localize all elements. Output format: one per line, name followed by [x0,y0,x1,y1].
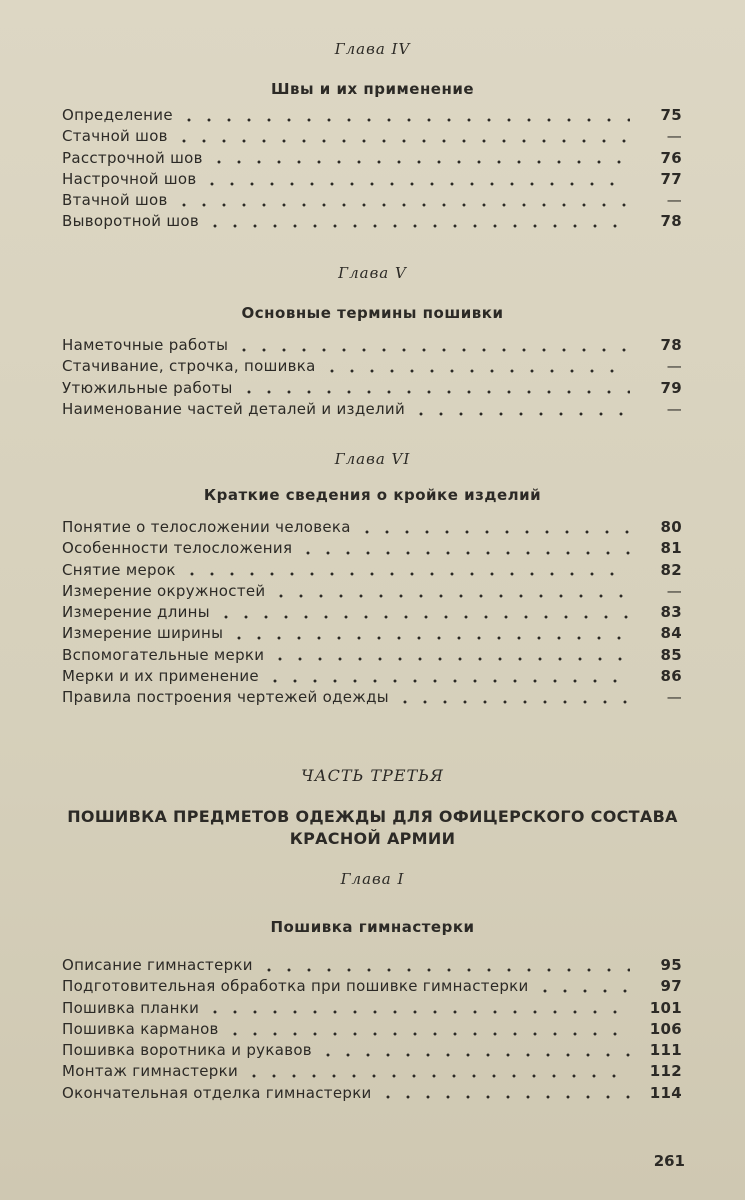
leader-dots [202,182,630,186]
toc-entry-text: Наименование частей деталей и изделий [62,399,406,418]
toc-entry-page: 83 [660,603,682,622]
leader-dots [182,572,630,576]
chapter-6-list [62,518,682,710]
chapter-5-title: Основные термины пошивки [241,304,504,322]
toc-entry-page: — [666,581,682,600]
toc-entry-page: 76 [660,148,682,167]
toc-entry-page: 78 [660,212,682,231]
toc-entry-text: Настрочной шов [62,169,197,188]
toc-entry-text: Снятие мерок [62,560,176,579]
leader-dots [271,594,630,598]
toc-entry [62,149,682,170]
toc-entry [62,977,682,998]
toc-entry [62,667,682,688]
toc-entry-text: Втачной шов [62,191,168,210]
toc-entry-text: Расстрочной шов [62,148,203,167]
leader-dots [298,551,630,555]
toc-entry-page: 112 [649,1062,682,1081]
leader-dots [378,1095,630,1099]
toc-entry [62,170,682,191]
toc-entry-text: Пошивка карманов [62,1019,219,1038]
toc-entry [62,646,682,667]
chapter-5-list [62,336,682,421]
toc-entry-page: 97 [660,977,682,996]
toc-entry [62,582,682,603]
toc-entry [62,999,682,1020]
toc-entry-text: Особенности телосложения [62,539,293,558]
toc-entry-text: Вспомогательные мерки [62,645,265,664]
toc-entry-page: — [666,127,682,146]
part-chapter-1-label: Глава I [340,870,405,888]
toc-entry-text: Измерение длины [62,603,210,622]
leader-dots [265,679,630,683]
leader-dots [322,369,630,373]
toc-entry-page: — [666,357,682,376]
toc-entry-text: Стачивание, строчка, пошивка [62,357,316,376]
toc-entry-page: 80 [660,518,682,536]
leader-dots [244,1074,630,1078]
leader-dots [205,224,630,228]
part-chapter-1-list [62,956,682,1105]
toc-entry [62,624,682,645]
toc-entry-text: Подготовительная обработка при пошивке гимнастерки [62,977,529,996]
toc-entry-text: Понятие о телосложении человека [62,518,351,536]
toc-entry [62,336,682,357]
toc-entry-page: 81 [660,539,682,558]
toc-entry-text: Измерение ширины [62,624,224,643]
toc-entry [62,1062,682,1083]
toc-entry [62,1020,682,1041]
toc-entry-page: 111 [649,1041,682,1060]
leader-dots [395,700,630,704]
chapter-4-label: Глава IV [334,40,411,58]
part-title-line-2: КРАСНОЙ АРМИИ [289,829,456,848]
toc-entry [62,212,682,233]
part-title [0,806,745,850]
toc-entry-page: 85 [660,645,682,664]
toc-entry-page: 78 [660,336,682,354]
page-number: 261 [653,1152,685,1170]
toc-entry-text: Пошивка воротника и рукавов [62,1041,312,1060]
leader-dots [229,636,630,640]
toc-entry-page: 82 [660,560,682,579]
toc-entry-text: Стачной шов [62,127,168,146]
leader-dots [225,1032,630,1036]
leader-dots [357,530,630,534]
toc-entry-page: — [666,399,682,418]
toc-entry-text: Определение [62,106,173,124]
toc-entry [62,1084,682,1105]
leader-dots [205,1010,630,1014]
leader-dots [174,203,630,207]
toc-entry-text: Выворотной шов [62,212,200,231]
toc-entry [62,191,682,212]
toc-entry [62,518,682,539]
toc-entry-page: 77 [660,169,682,188]
toc-entry-text: Утюжильные работы [62,378,233,397]
toc-entry [62,561,682,582]
toc-entry-text: Наметочные работы [62,336,229,354]
toc-entry-page: 75 [660,106,682,124]
toc-entry-page: — [666,191,682,210]
toc-entry-text: Описание гимнастерки [62,956,253,974]
chapter-4-title: Швы и их применение [270,80,475,98]
chapter-6-label: Глава VI [334,450,411,468]
toc-entry [62,106,682,127]
part-chapter-1-title: Пошивка гимнастерки [270,918,475,936]
toc-entry [62,688,682,709]
toc-entry-text: Измерение окружностей [62,581,266,600]
chapter-4-list [62,106,682,234]
toc-entry-text: Монтаж гимнастерки [62,1062,239,1081]
toc-entry [62,539,682,560]
leader-dots [179,118,630,122]
toc-entry [62,357,682,378]
toc-entry-text: Мерки и их применение [62,667,259,686]
leader-dots [318,1053,630,1057]
chapter-5-label: Глава V [338,264,407,282]
toc-entry-page: 86 [660,667,682,686]
toc-entry-page: — [666,688,682,707]
leader-dots [234,348,630,352]
toc-entry [62,379,682,400]
toc-entry-page: 114 [649,1083,682,1102]
toc-entry [62,127,682,148]
leader-dots [270,657,630,661]
toc-entry-text: Пошивка планки [62,998,200,1017]
toc-entry-text: Правила построения чертежей одежды [62,688,389,707]
leader-dots [535,989,630,993]
toc-entry [62,603,682,624]
part-title-line-1: ПОШИВКА ПРЕДМЕТОВ ОДЕЖДЫ ДЛЯ ОФИЦЕРСКОГО СОСТАВА [67,807,678,826]
toc-entry [62,956,682,977]
chapter-6-title: Краткие сведения о кройке изделий [203,486,542,504]
leader-dots [239,390,630,394]
leader-dots [411,412,630,416]
toc-entry-page: 101 [649,998,682,1017]
toc-entry-page: 84 [660,624,682,643]
part-label: ЧАСТЬ ТРЕТЬЯ [301,766,444,785]
toc-entry-page: 79 [660,378,682,397]
leader-dots [174,139,630,143]
toc-entry [62,1041,682,1062]
toc-entry-text: Окончательная отделка гимнастерки [62,1083,372,1102]
leader-dots [209,160,630,164]
toc-entry [62,400,682,421]
toc-entry-page: 95 [660,956,682,974]
toc-entry-page: 106 [649,1019,682,1038]
leader-dots [216,615,630,619]
leader-dots [259,968,630,972]
